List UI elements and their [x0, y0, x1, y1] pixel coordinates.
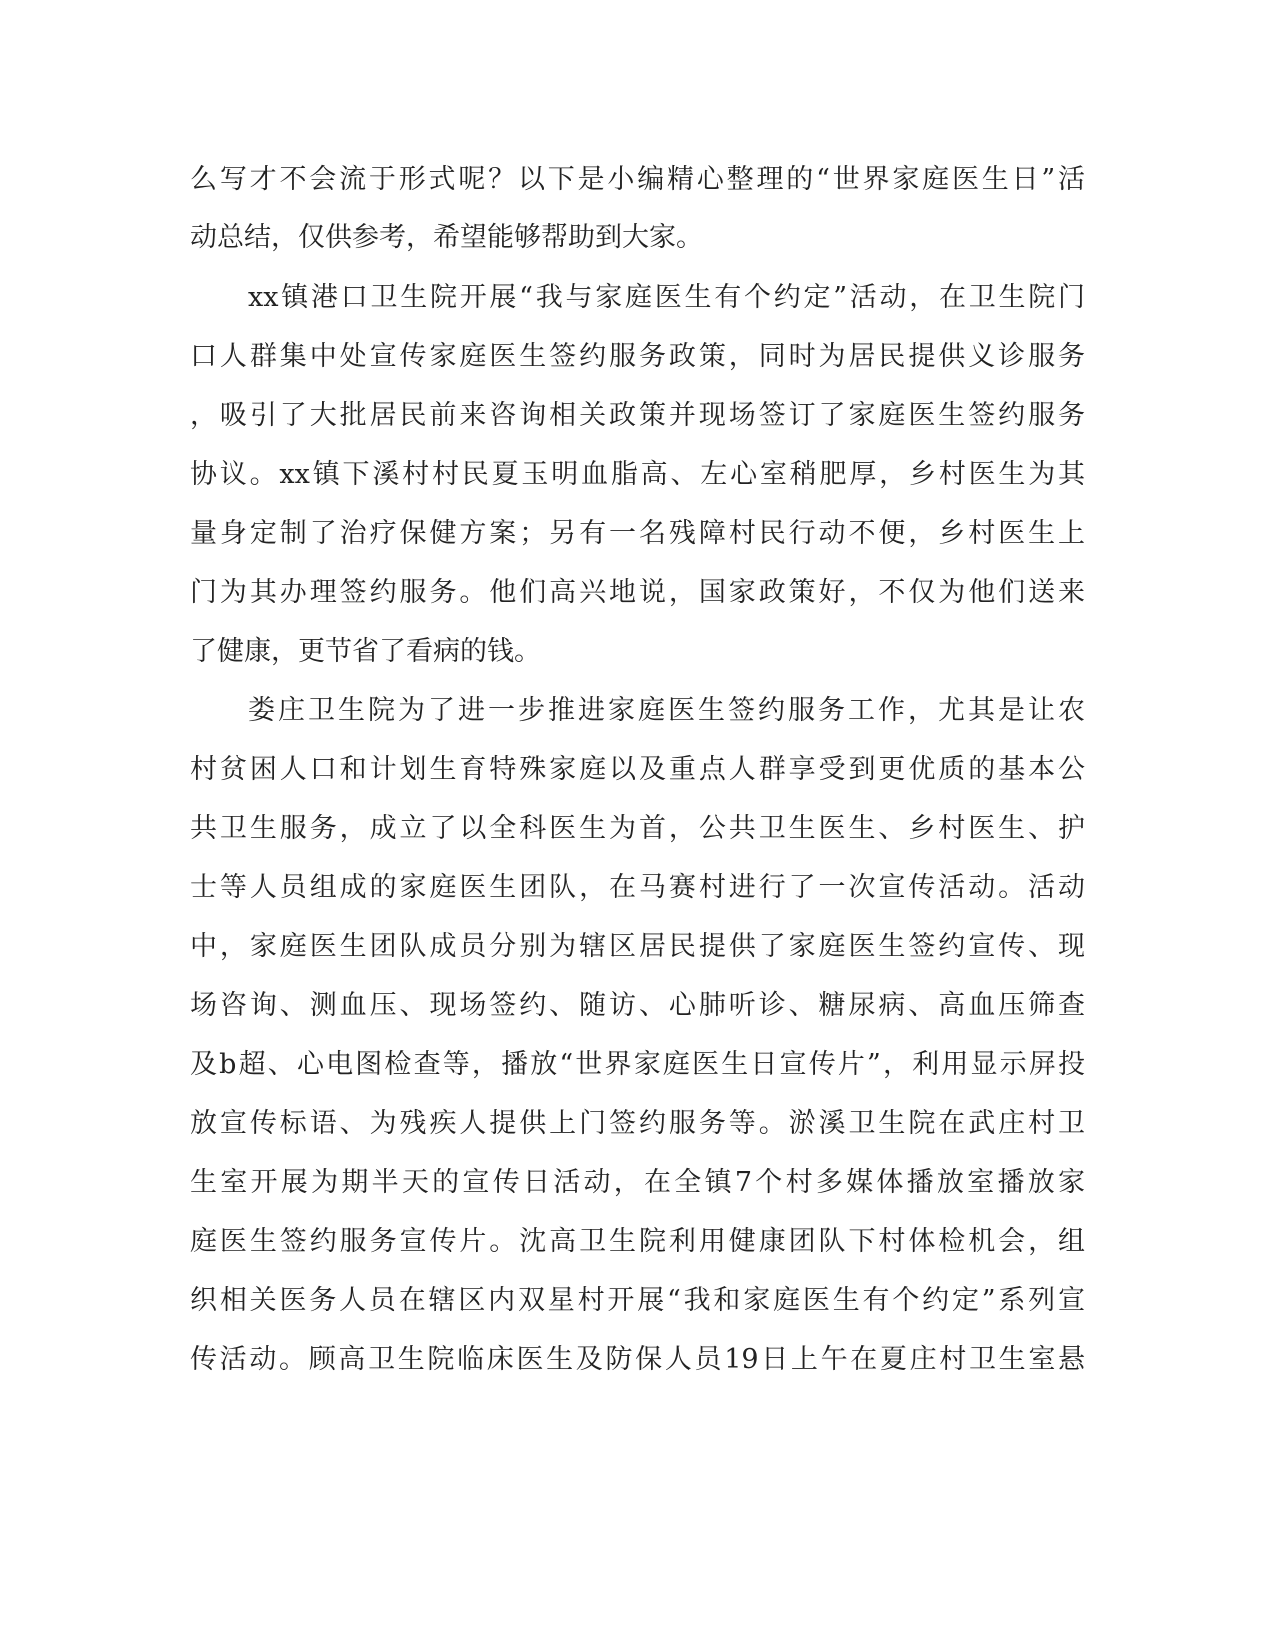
- paragraph-3-line-4: 士等人员组成的家庭医生团队，在马赛村进行了一次宣传活动。活动: [190, 872, 1085, 903]
- paragraph-3-line-6: 场咨询、测血压、现场签约、随访、心肺听诊、糖尿病、高血压筛查: [190, 990, 1085, 1021]
- paragraph-3-line-7: 及b超、心电图检查等，播放“世界家庭医生日宣传片”，利用显示屏投: [190, 1049, 1085, 1080]
- paragraph-3-line-12: 传活动。顾高卫生院临床医生及防保人员19日上午在夏庄村卫生室悬: [190, 1344, 1085, 1375]
- paragraph-2-line-5: 量身定制了治疗保健方案；另有一名残障村民行动不便，乡村医生上: [190, 518, 1085, 549]
- paragraph-3-line-11: 织相关医务人员在辖区内双星村开展“我和家庭医生有个约定”系列宣: [190, 1285, 1085, 1316]
- paragraph-1-line-1: 么写才不会流于形式呢？以下是小编精心整理的“世界家庭医生日”活: [190, 164, 1085, 195]
- paragraph-2-line-2: 口人群集中处宣传家庭医生签约服务政策，同时为居民提供义诊服务: [190, 341, 1085, 372]
- paragraph-2-line-7: 了健康，更节省了看病的钱。: [190, 636, 541, 667]
- paragraph-2-line-1: xx镇港口卫生院开展“我与家庭医生有个约定”活动，在卫生院门: [248, 282, 1085, 313]
- paragraph-3-line-1: 娄庄卫生院为了进一步推进家庭医生签约服务工作，尤其是让农: [248, 695, 1085, 726]
- paragraph-3-line-5: 中，家庭医生团队成员分别为辖区居民提供了家庭医生签约宣传、现: [190, 931, 1085, 962]
- paragraph-3-line-2: 村贫困人口和计划生育特殊家庭以及重点人群享受到更优质的基本公: [190, 754, 1085, 785]
- paragraph-3-line-8: 放宣传标语、为残疾人提供上门签约服务等。淤溪卫生院在武庄村卫: [190, 1108, 1085, 1139]
- paragraph-3-line-10: 庭医生签约服务宣传片。沈高卫生院利用健康团队下村体检机会，组: [190, 1226, 1085, 1257]
- paragraph-3-line-3: 共卫生服务，成立了以全科医生为首，公共卫生医生、乡村医生、护: [190, 813, 1085, 844]
- paragraph-2-line-4: 协议。xx镇下溪村村民夏玉明血脂高、左心室稍肥厚，乡村医生为其: [190, 459, 1085, 490]
- paragraph-1-line-2: 动总结，仅供参考，希望能够帮助到大家。: [190, 222, 703, 253]
- paragraph-3-line-9: 生室开展为期半天的宣传日活动，在全镇7个村多媒体播放室播放家: [190, 1167, 1085, 1198]
- paragraph-2-line-6: 门为其办理签约服务。他们高兴地说，国家政策好，不仅为他们送来: [190, 577, 1085, 608]
- paragraph-2-line-3: ，吸引了大批居民前来咨询相关政策并现场签订了家庭医生签约服务: [190, 400, 1085, 431]
